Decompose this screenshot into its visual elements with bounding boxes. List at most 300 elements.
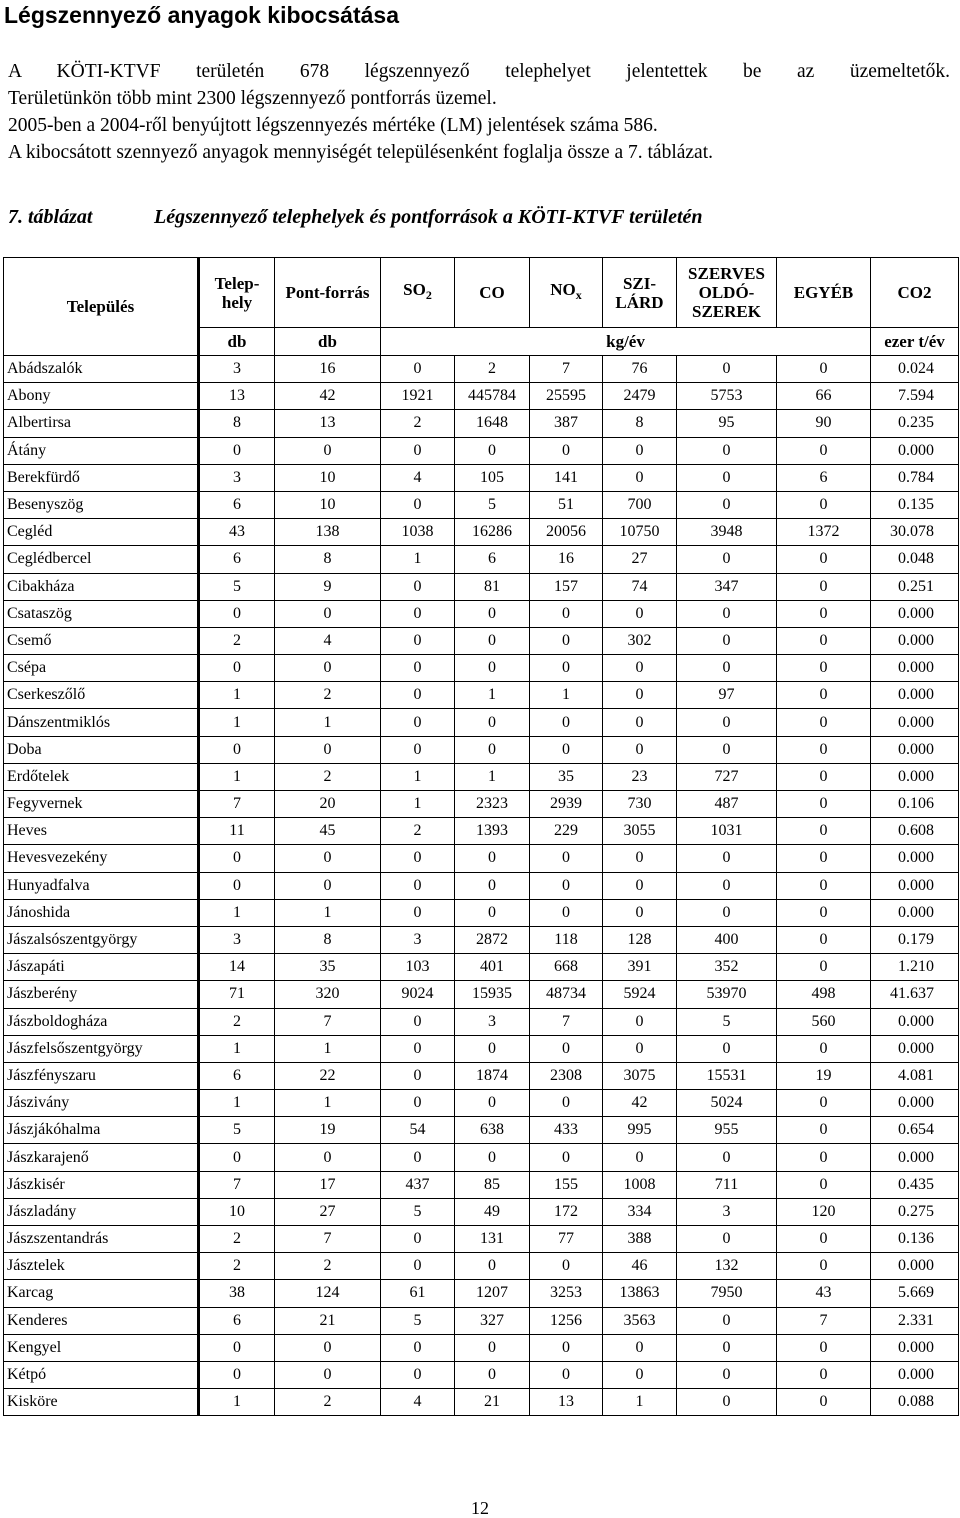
table-cell: 3: [199, 926, 275, 953]
table-cell: 0: [603, 1334, 677, 1361]
cell-co2: 0.784: [871, 464, 959, 491]
table-cell: 16: [275, 356, 381, 383]
table-row: [4, 763, 959, 790]
col-header-szerves-line3: SZEREK: [692, 302, 761, 321]
table-cell: 391: [603, 954, 677, 981]
table-cell: 2: [381, 410, 455, 437]
table-row: [4, 1253, 959, 1280]
table-cell: 0: [677, 1144, 777, 1171]
cell-telepules: Jászfelsőszentgyörgy: [4, 1035, 199, 1062]
table-cell: 302: [603, 627, 677, 654]
table-cell: 6: [199, 1307, 275, 1334]
table-cell: 0: [381, 1144, 455, 1171]
table-cell: 0: [455, 1253, 530, 1280]
table-row: [4, 410, 959, 437]
table-cell: 1: [275, 899, 381, 926]
table-cell: 157: [530, 573, 603, 600]
table-cell: 5024: [677, 1090, 777, 1117]
table-cell: 445784: [455, 383, 530, 410]
table-cell: 0: [530, 899, 603, 926]
table-cell: 0: [199, 655, 275, 682]
table-cell: 401: [455, 954, 530, 981]
table-row: [4, 1090, 959, 1117]
table-row: [4, 899, 959, 926]
table-cell: 138: [275, 519, 381, 546]
table-row: [4, 736, 959, 763]
table-cell: 1: [381, 546, 455, 573]
table-cell: 19: [275, 1117, 381, 1144]
table-cell: 16: [530, 546, 603, 573]
table-cell: 0: [677, 872, 777, 899]
cell-co2: 0.251: [871, 573, 959, 600]
cell-telepules: Jászkisér: [4, 1171, 199, 1198]
table-cell: 0: [381, 627, 455, 654]
table-cell: 0: [455, 437, 530, 464]
cell-telepules: Hevesvezekény: [4, 845, 199, 872]
cell-telepules: Heves: [4, 818, 199, 845]
table-cell: 15531: [677, 1062, 777, 1089]
table-cell: 995: [603, 1117, 677, 1144]
table-cell: 0: [381, 1226, 455, 1253]
table-cell: 229: [530, 818, 603, 845]
table-row: [4, 926, 959, 953]
table-cell: 1: [199, 709, 275, 736]
col-header-so2-sub: 2: [425, 288, 432, 302]
table-cell: 0: [777, 736, 871, 763]
table-row: [4, 845, 959, 872]
table-cell: 0: [677, 1334, 777, 1361]
section-title: Légszennyező anyagok kibocsátása: [4, 2, 399, 28]
table-cell: 10: [275, 491, 381, 518]
cell-co2: 0.000: [871, 1334, 959, 1361]
table-cell: 1874: [455, 1062, 530, 1089]
table-cell: 0: [677, 1035, 777, 1062]
cell-co2: 0.000: [871, 1008, 959, 1035]
table-cell: 4: [275, 627, 381, 654]
col-header-nox-sub: x: [575, 288, 582, 302]
table-cell: 0: [677, 736, 777, 763]
table-row: [4, 437, 959, 464]
table-cell: 15935: [455, 981, 530, 1008]
table-cell: 0: [677, 491, 777, 518]
table-cell: 0: [603, 655, 677, 682]
table-cell: 2: [381, 818, 455, 845]
table-cell: 1921: [381, 383, 455, 410]
cell-co2: 0.000: [871, 736, 959, 763]
table-cell: 0: [381, 1334, 455, 1361]
table-cell: 118: [530, 926, 603, 953]
cell-telepules: Csépa: [4, 655, 199, 682]
table-cell: 1648: [455, 410, 530, 437]
table-cell: 2: [275, 763, 381, 790]
table-cell: 700: [603, 491, 677, 518]
table-cell: 0: [381, 655, 455, 682]
table-cell: 0: [381, 356, 455, 383]
table-cell: 8: [275, 546, 381, 573]
unit-kg-per-year: kg/év: [381, 328, 871, 356]
col-header-szilard-line2: LÁRD: [615, 292, 664, 312]
table-cell: 0: [777, 845, 871, 872]
table-cell: 0: [381, 1008, 455, 1035]
table-cell: 388: [603, 1226, 677, 1253]
table-cell: 1031: [677, 818, 777, 845]
table-cell: 0: [275, 1361, 381, 1388]
table-cell: 27: [275, 1198, 381, 1225]
table-cell: 0: [275, 736, 381, 763]
cell-co2: 0.435: [871, 1171, 959, 1198]
table-cell: 3: [381, 926, 455, 953]
cell-telepules: Fegyvernek: [4, 791, 199, 818]
unit-co2: ezer t/év: [871, 328, 959, 356]
table-row: [4, 1307, 959, 1334]
table-cell: 0: [677, 899, 777, 926]
cell-co2: 0.135: [871, 491, 959, 518]
col-header-telepules: Település: [4, 258, 199, 356]
table-cell: 0: [777, 573, 871, 600]
table-cell: 2: [199, 1008, 275, 1035]
table-cell: 0: [777, 655, 871, 682]
cell-telepules: Átány: [4, 437, 199, 464]
table-row: [4, 1117, 959, 1144]
col-header-szilard: [603, 258, 677, 328]
cell-telepules: Dánszentmiklós: [4, 709, 199, 736]
table-cell: 49: [455, 1198, 530, 1225]
cell-telepules: Abony: [4, 383, 199, 410]
intro-line: A kibocsátott szennyező anyagok mennyiségét településenként foglalja össze a 7. táblázat.: [8, 142, 714, 163]
table-cell: 0: [777, 682, 871, 709]
table-cell: 498: [777, 981, 871, 1008]
table-cell: 3: [199, 356, 275, 383]
table-cell: 0: [677, 356, 777, 383]
table-cell: 0: [381, 1361, 455, 1388]
table-row: [4, 383, 959, 410]
table-cell: 120: [777, 1198, 871, 1225]
table-cell: 0: [381, 1253, 455, 1280]
table-cell: 0: [275, 600, 381, 627]
cell-co2: 0.000: [871, 872, 959, 899]
table-cell: 0: [381, 1090, 455, 1117]
table-cell: 0: [677, 437, 777, 464]
table-cell: 0: [677, 1361, 777, 1388]
table-cell: 81: [455, 573, 530, 600]
table-cell: 14: [199, 954, 275, 981]
table-cell: 20056: [530, 519, 603, 546]
cell-telepules: Doba: [4, 736, 199, 763]
table-cell: 0: [455, 845, 530, 872]
cell-co2: 0.654: [871, 1117, 959, 1144]
table-cell: 1372: [777, 519, 871, 546]
cell-telepules: Jászberény: [4, 981, 199, 1008]
cell-co2: 41.637: [871, 981, 959, 1008]
table-cell: 5: [199, 1117, 275, 1144]
table-cell: 0: [381, 845, 455, 872]
table-cell: 1: [455, 682, 530, 709]
table-cell: 0: [455, 1334, 530, 1361]
table-cell: 132: [677, 1253, 777, 1280]
table-cell: 43: [199, 519, 275, 546]
table-cell: 0: [777, 954, 871, 981]
table-cell: 6: [199, 491, 275, 518]
table-row: [4, 464, 959, 491]
cell-co2: 2.331: [871, 1307, 959, 1334]
cell-telepules: Ceglédbercel: [4, 546, 199, 573]
table-cell: 0: [381, 682, 455, 709]
table-row: [4, 519, 959, 546]
table-cell: 74: [603, 573, 677, 600]
intro-line: 2005-ben a 2004-ről benyújtott légszennyezés mértéke (LM) jelentések száma 586.: [8, 115, 658, 136]
cell-co2: 0.048: [871, 546, 959, 573]
cell-telepules: Jászszentandrás: [4, 1226, 199, 1253]
table-cell: 0: [455, 1144, 530, 1171]
table-cell: 1: [199, 1090, 275, 1117]
table-cell: 320: [275, 981, 381, 1008]
cell-telepules: Kengyel: [4, 1334, 199, 1361]
table-row: [4, 356, 959, 383]
table-cell: 0: [275, 655, 381, 682]
table-cell: 131: [455, 1226, 530, 1253]
table-row: [4, 682, 959, 709]
table-cell: 2: [275, 1389, 381, 1416]
table-cell: 560: [777, 1008, 871, 1035]
table-cell: 5753: [677, 383, 777, 410]
cell-telepules: Albertirsa: [4, 410, 199, 437]
table-cell: 0: [381, 600, 455, 627]
table-cell: 0: [199, 1361, 275, 1388]
cell-co2: 7.594: [871, 383, 959, 410]
table-cell: 0: [777, 356, 871, 383]
table-cell: 25595: [530, 383, 603, 410]
unit-telephely: db: [199, 328, 275, 356]
cell-co2: 0.000: [871, 1090, 959, 1117]
table-row: [4, 1334, 959, 1361]
cell-co2: 0.000: [871, 600, 959, 627]
table-row: [4, 546, 959, 573]
table-cell: 1: [381, 763, 455, 790]
table-cell: 0: [777, 546, 871, 573]
cell-co2: 0.000: [871, 1253, 959, 1280]
table-cell: 0: [455, 1361, 530, 1388]
col-header-pontforras: Pont-forrás: [275, 258, 381, 328]
table-cell: 0: [677, 655, 777, 682]
table-cell: 1: [530, 682, 603, 709]
table-cell: 45: [275, 818, 381, 845]
table-cell: 1: [455, 763, 530, 790]
table-cell: 1: [199, 763, 275, 790]
table-cell: 0: [455, 1035, 530, 1062]
cell-co2: 0.136: [871, 1226, 959, 1253]
table-cell: 0: [199, 600, 275, 627]
table-cell: 3: [455, 1008, 530, 1035]
table-cell: 0: [381, 736, 455, 763]
table-cell: 90: [777, 410, 871, 437]
table-cell: 0: [530, 655, 603, 682]
cell-telepules: Karcag: [4, 1280, 199, 1307]
table-cell: 6: [455, 546, 530, 573]
table-cell: 3948: [677, 519, 777, 546]
table-cell: 0: [677, 464, 777, 491]
table-cell: 5: [677, 1008, 777, 1035]
table-cell: 0: [275, 1334, 381, 1361]
table-cell: 10: [275, 464, 381, 491]
table-caption-label: 7. táblázat: [8, 206, 93, 228]
table-cell: 0: [603, 845, 677, 872]
table-cell: 0: [530, 736, 603, 763]
table-cell: 35: [530, 763, 603, 790]
table-cell: 0: [199, 872, 275, 899]
table-cell: 0: [777, 600, 871, 627]
table-cell: 0: [777, 437, 871, 464]
table-row: [4, 573, 959, 600]
table-cell: 7: [530, 1008, 603, 1035]
table-cell: 487: [677, 791, 777, 818]
table-row: [4, 600, 959, 627]
table-row: [4, 1171, 959, 1198]
table-cell: 0: [777, 926, 871, 953]
table-cell: 0: [777, 1361, 871, 1388]
col-header-so2: [381, 258, 455, 328]
table-cell: 2479: [603, 383, 677, 410]
cell-telepules: Jászivány: [4, 1090, 199, 1117]
table-cell: 6: [777, 464, 871, 491]
table-cell: 3253: [530, 1280, 603, 1307]
table-row: [4, 1062, 959, 1089]
table-cell: 0: [381, 1035, 455, 1062]
table-cell: 13863: [603, 1280, 677, 1307]
table-cell: 1256: [530, 1307, 603, 1334]
table-cell: 4: [381, 1389, 455, 1416]
table-cell: 0: [603, 736, 677, 763]
table-cell: 46: [603, 1253, 677, 1280]
cell-telepules: Jászapáti: [4, 954, 199, 981]
table-cell: 8: [199, 410, 275, 437]
table-cell: 0: [455, 655, 530, 682]
table-body: [4, 356, 959, 1416]
table-cell: 0: [777, 818, 871, 845]
table-row: [4, 1198, 959, 1225]
table-cell: 0: [530, 872, 603, 899]
table-cell: 0: [777, 1253, 871, 1280]
table-cell: 19: [777, 1062, 871, 1089]
table-row: [4, 491, 959, 518]
unit-pontforras: db: [275, 328, 381, 356]
table-cell: 0: [603, 872, 677, 899]
table-cell: 9: [275, 573, 381, 600]
emissions-table: [3, 257, 959, 1416]
cell-telepules: Jászjákóhalma: [4, 1117, 199, 1144]
table-cell: 0: [777, 709, 871, 736]
table-cell: 7: [199, 791, 275, 818]
table-cell: 6: [199, 546, 275, 573]
table-cell: 0: [677, 627, 777, 654]
cell-telepules: Cibakháza: [4, 573, 199, 600]
table-cell: 1393: [455, 818, 530, 845]
table-cell: 0: [275, 872, 381, 899]
table-cell: 16286: [455, 519, 530, 546]
table-cell: 0: [603, 1361, 677, 1388]
col-header-szerves-line2: OLDÓ-: [698, 283, 755, 302]
cell-telepules: Abádszalók: [4, 356, 199, 383]
table-cell: 0: [777, 1144, 871, 1171]
table-cell: 53970: [677, 981, 777, 1008]
table-cell: 85: [455, 1171, 530, 1198]
table-cell: 3563: [603, 1307, 677, 1334]
table-cell: 0: [199, 845, 275, 872]
cell-co2: 0.000: [871, 682, 959, 709]
col-header-szilard-line1: SZI-: [622, 273, 657, 293]
col-header-nox-base: NO: [550, 280, 576, 299]
col-header-nox: [530, 258, 603, 328]
table-cell: 42: [275, 383, 381, 410]
cell-co2: 0.000: [871, 1361, 959, 1388]
table-cell: 2: [275, 682, 381, 709]
table-cell: 1: [275, 709, 381, 736]
col-header-telephely: [199, 258, 275, 328]
table-cell: 0: [777, 491, 871, 518]
col-header-co2: CO2: [871, 258, 959, 328]
table-cell: 5: [455, 491, 530, 518]
table-caption: [8, 203, 908, 231]
table-cell: 0: [777, 1171, 871, 1198]
cell-telepules: Besenyszög: [4, 491, 199, 518]
table-cell: 0: [603, 1035, 677, 1062]
table-cell: 1: [199, 899, 275, 926]
table-cell: 1: [199, 682, 275, 709]
table-cell: 0: [530, 1334, 603, 1361]
table-cell: 0: [199, 437, 275, 464]
cell-co2: 0.000: [871, 845, 959, 872]
table-cell: 0: [455, 627, 530, 654]
cell-co2: 0.608: [871, 818, 959, 845]
table-caption-text: Légszennyező telephelyek és pontforrások a KÖTI-KTVF területén: [154, 206, 703, 228]
table-cell: 4: [381, 464, 455, 491]
table-cell: 155: [530, 1171, 603, 1198]
table-cell: 0: [603, 437, 677, 464]
table-cell: 21: [275, 1307, 381, 1334]
table-row: [4, 954, 959, 981]
cell-co2: 0.000: [871, 627, 959, 654]
table-cell: 20: [275, 791, 381, 818]
table-cell: 54: [381, 1117, 455, 1144]
cell-co2: 0.106: [871, 791, 959, 818]
table-cell: 711: [677, 1171, 777, 1198]
cell-co2: 0.000: [871, 899, 959, 926]
table-cell: 7: [275, 1008, 381, 1035]
table-cell: 0: [777, 1389, 871, 1416]
table-cell: 0: [530, 437, 603, 464]
table-cell: 0: [677, 600, 777, 627]
table-cell: 71: [199, 981, 275, 1008]
table-cell: 1: [275, 1035, 381, 1062]
table-cell: 0: [677, 1389, 777, 1416]
table-cell: 0: [275, 1144, 381, 1171]
table-cell: 0: [777, 791, 871, 818]
table-cell: 7: [530, 356, 603, 383]
table-row: [4, 709, 959, 736]
table-cell: 8: [275, 926, 381, 953]
table-cell: 327: [455, 1307, 530, 1334]
table-cell: 2: [199, 1226, 275, 1253]
table-cell: 27: [603, 546, 677, 573]
table-cell: 387: [530, 410, 603, 437]
table-cell: 0: [530, 709, 603, 736]
table-cell: 352: [677, 954, 777, 981]
cell-telepules: Jánoshida: [4, 899, 199, 926]
cell-telepules: Kenderes: [4, 1307, 199, 1334]
table-cell: 38: [199, 1280, 275, 1307]
table-row: [4, 1226, 959, 1253]
table-cell: 2872: [455, 926, 530, 953]
cell-telepules: Jászalsószentgyörgy: [4, 926, 199, 953]
